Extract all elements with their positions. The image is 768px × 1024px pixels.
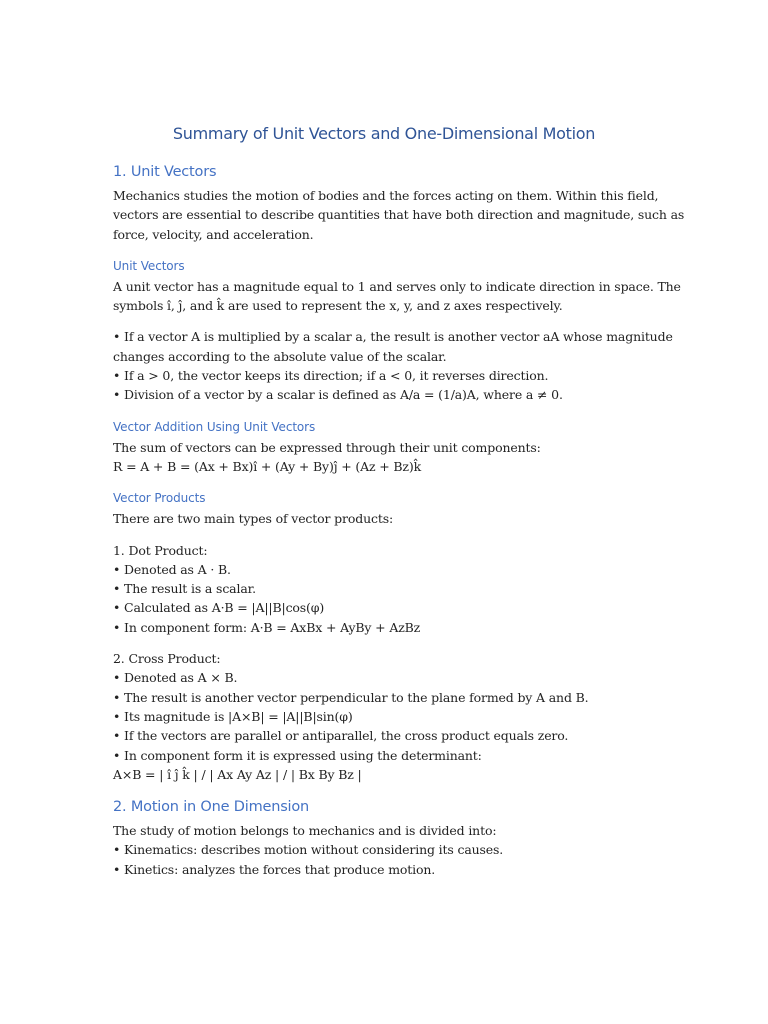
text-line: vectors are essential to describe quantities that have both direction and magnitude, such as (113, 207, 685, 223)
list-item: • If a > 0, the vector keeps its direction; if a < 0, it reverses direction. (113, 368, 549, 384)
dot-product-list (113, 541, 653, 637)
subheading-vector-products: Vector Products (113, 491, 206, 506)
subheading-unit-vectors: Unit Vectors (113, 258, 185, 273)
scalar-multiplication-list (113, 327, 673, 404)
list-item: • The result is another vector perpendicular to the plane formed by A and B. (113, 689, 589, 705)
list-item: changes according to the absolute value of the scalar. (113, 348, 447, 364)
section-intro-paragraph (113, 186, 685, 244)
text-line: There are two main types of vector products: (113, 511, 394, 527)
list-item: • The result is a scalar. (113, 581, 256, 597)
list-item: • In component form: A·B = AxBx + AyBy + AzBz (113, 619, 421, 635)
vector-addition-text (113, 438, 653, 477)
list-item: • Its magnitude is |A×B| = |A||B|sin(φ) (113, 708, 353, 724)
text-line: The study of motion belongs to mechanics and is divided into: (113, 823, 497, 839)
vector-products-intro (113, 509, 653, 528)
list-item: • Division of a vector by a scalar is defined as A/a = (1/a)A, where a ≠ 0. (113, 387, 563, 403)
list-item: • Kinetics: analyzes the forces that produce motion. (113, 861, 436, 877)
section-heading-unit-vectors: 1. Unit Vectors (113, 164, 217, 180)
motion-text (113, 821, 653, 879)
formula-line: R = A + B = (Ax + Bx)î + (Ay + By)ĵ + (Az + Bz)k̂ (113, 458, 422, 474)
list-item: • Kinematics: describes motion without considering its causes. (113, 842, 504, 858)
text-line: A unit vector has a magnitude equal to 1 and serves only to indicate direction in space. The (113, 278, 681, 294)
text-line: The sum of vectors can be expressed through their unit components: (113, 439, 541, 455)
section-heading-motion: 2. Motion in One Dimension (113, 799, 310, 816)
list-item: 1. Dot Product: (113, 542, 208, 558)
formula-line: A×B = | î ĵ k̂ | / | Ax Ay Az | / | Bx By Bz | (113, 766, 362, 782)
subheading-vector-addition: Vector Addition Using Unit Vectors (113, 419, 316, 434)
document-title: Summary of Unit Vectors and One-Dimensional Motion (172, 124, 596, 143)
text-line: Mechanics studies the motion of bodies and the forces acting on them. Within this field, (113, 188, 659, 203)
text-line: symbols î, ĵ, and k̂ are used to represent the x, y, and z axes respectively. (113, 298, 563, 314)
list-item: • If the vectors are parallel or antiparallel, the cross product equals zero. (113, 728, 569, 744)
list-item: • Denoted as A · B. (113, 561, 231, 577)
unit-vector-definition (113, 277, 681, 316)
list-item: 2. Cross Product: (113, 651, 221, 667)
list-item: • If a vector A is multiplied by a scalar a, the result is another vector aA whose magnitude (113, 329, 673, 345)
cross-product-list (113, 649, 653, 784)
list-item: • Calculated as A·B = |A||B|cos(φ) (113, 600, 325, 616)
text-line: force, velocity, and acceleration. (113, 226, 314, 242)
list-item: • Denoted as A × B. (113, 670, 238, 686)
list-item: • In component form it is expressed using the determinant: (113, 747, 482, 763)
document-body (113, 162, 685, 879)
